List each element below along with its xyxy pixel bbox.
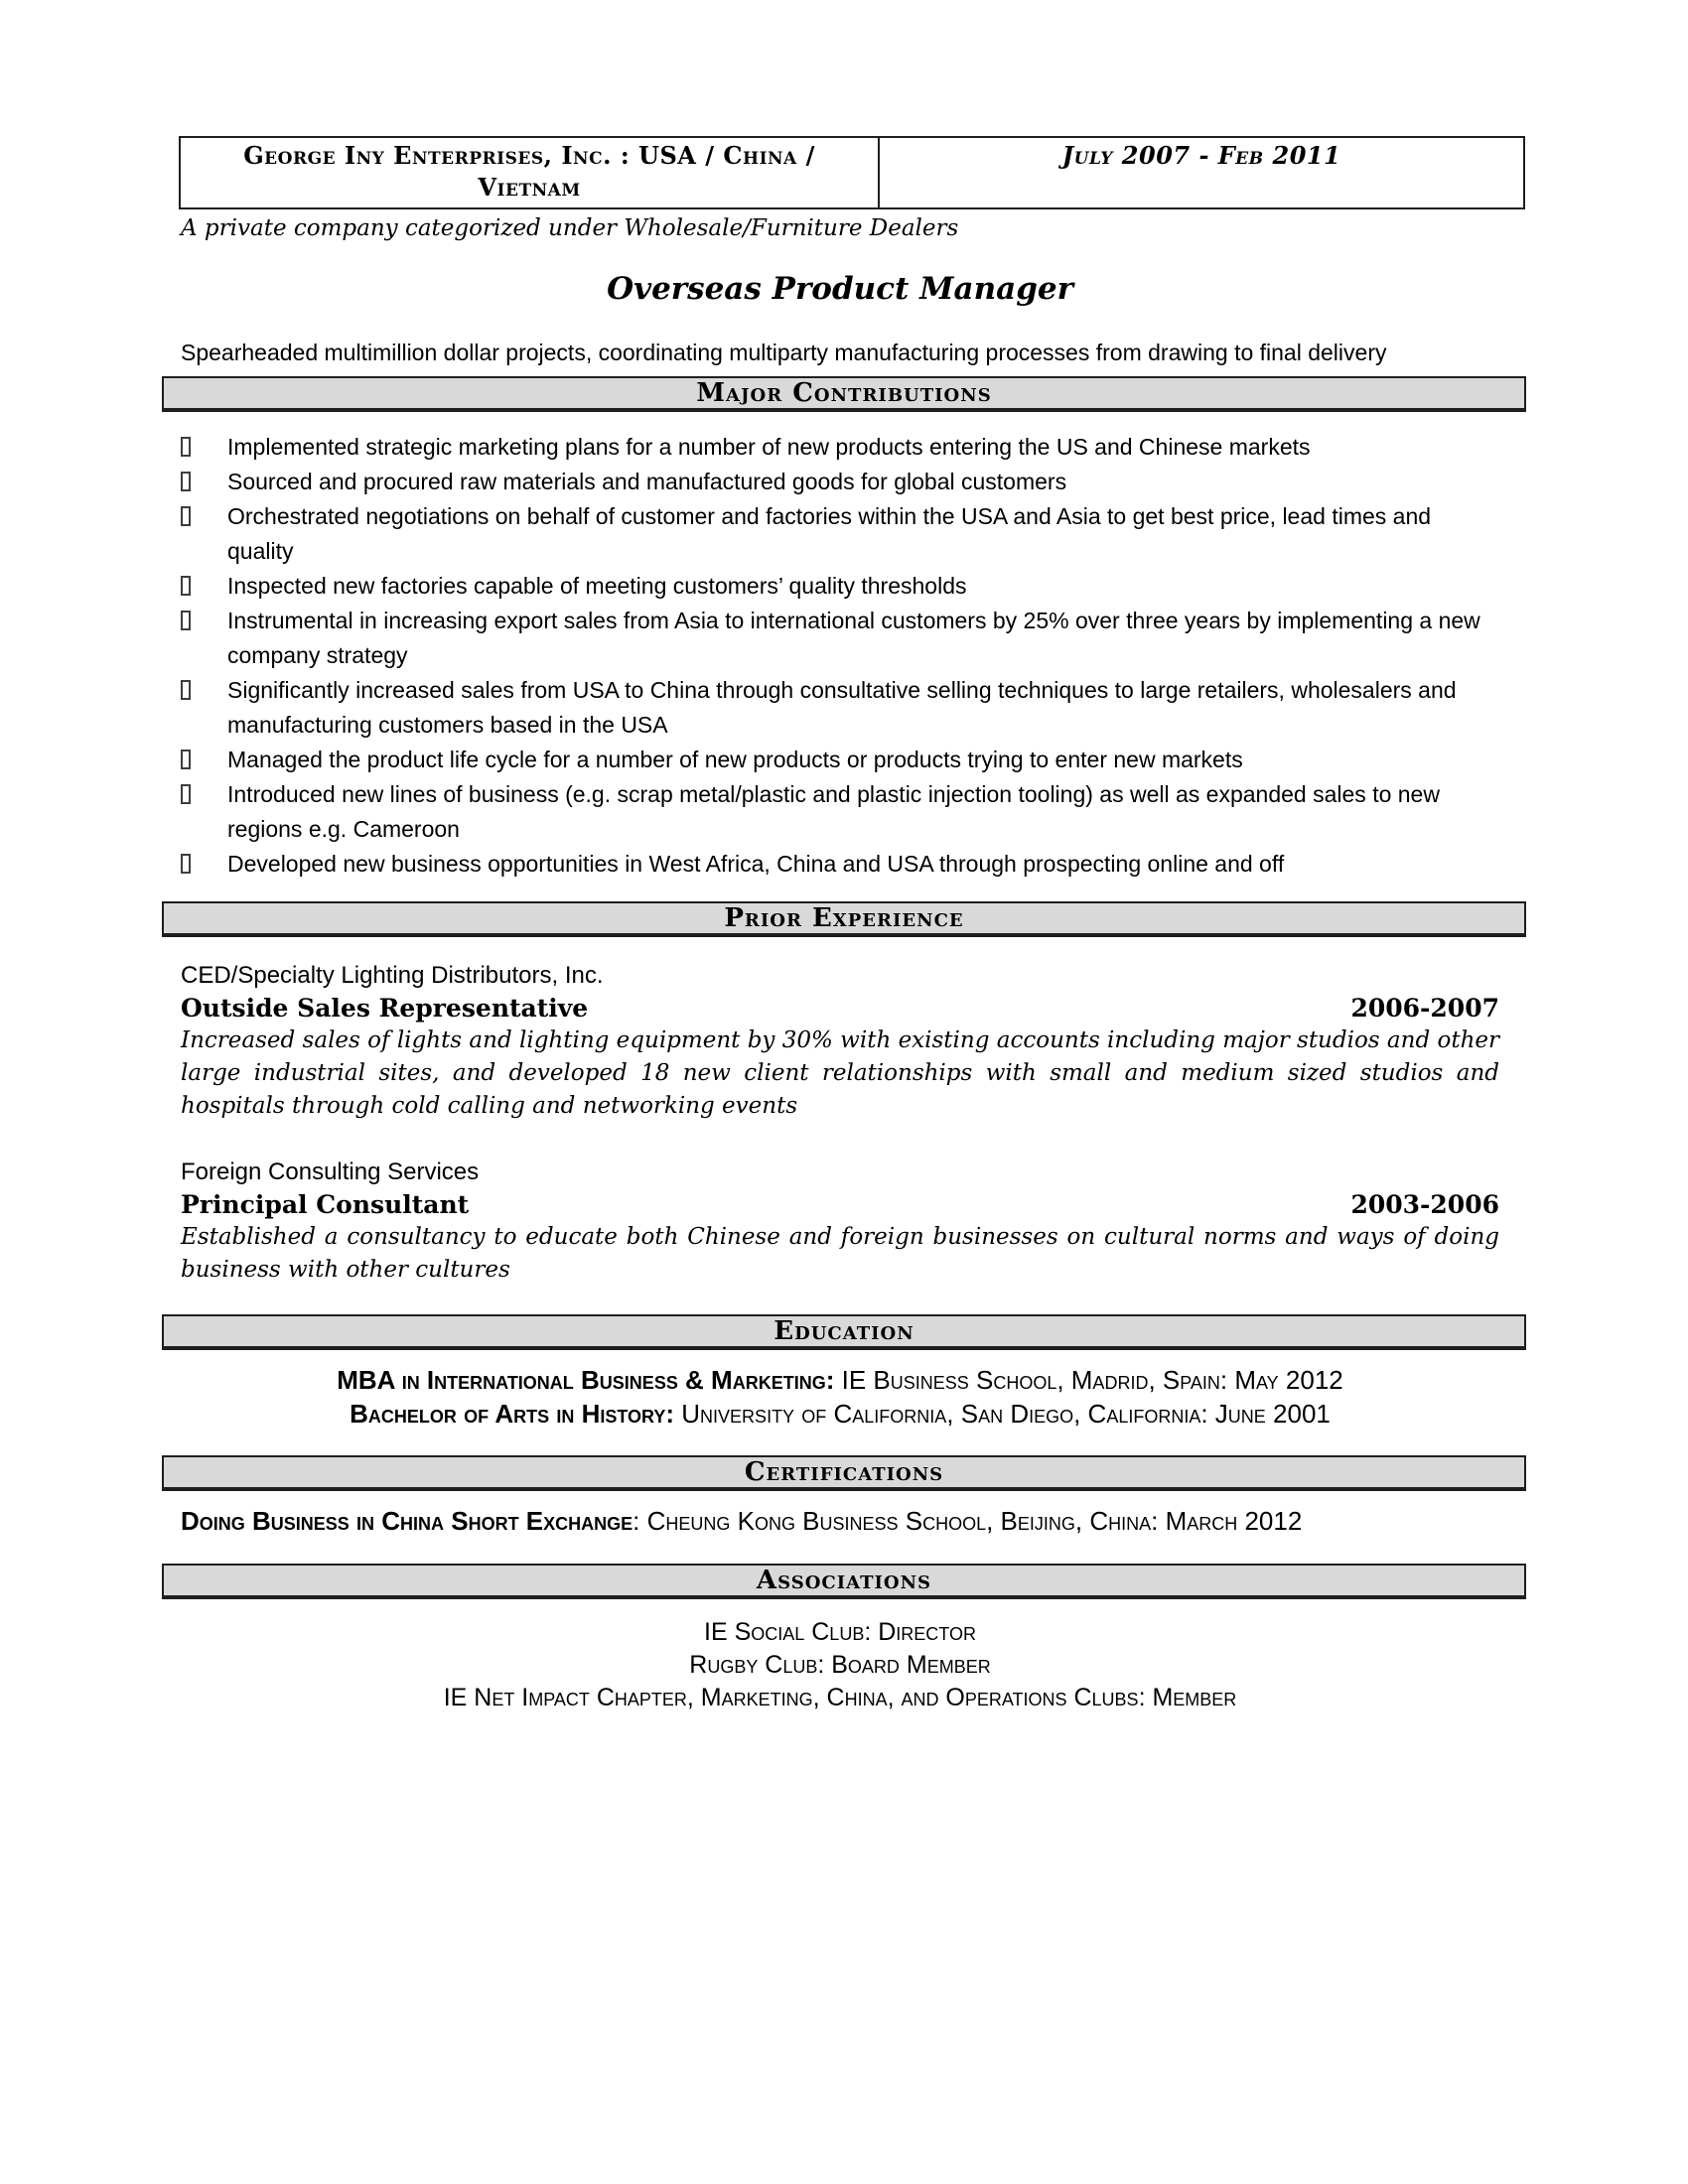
certification-name: Doing Business in China Short Exchange bbox=[181, 1506, 633, 1536]
degree-details: University of California, San Diego, California: June 2001 bbox=[674, 1399, 1331, 1429]
section-heading-label: Education bbox=[774, 1316, 914, 1346]
bullet-box-icon bbox=[181, 680, 191, 700]
degree-name: MBA in International Business & Marketing: bbox=[337, 1365, 835, 1395]
list-item-text: Implemented strategic marketing plans for a number of new products entering the US and Chinese markets bbox=[227, 434, 1311, 460]
job-role: Outside Sales Representative bbox=[181, 994, 589, 1023]
list-item bbox=[181, 673, 1526, 743]
job-title: Overseas Product Manager bbox=[607, 271, 1073, 307]
education-entry bbox=[181, 1397, 1499, 1431]
bullet-box-icon bbox=[181, 784, 191, 804]
association-entry: IE Net Impact Chapter, Marketing, China, and Operations Clubs: Member bbox=[443, 1684, 1237, 1711]
association-entry: Rugby Club: Board Member bbox=[689, 1651, 991, 1679]
list-item-text: Sourced and procured raw materials and manufactured goods for global customers bbox=[227, 469, 1067, 494]
list-item bbox=[181, 569, 1526, 604]
section-heading-major-contributions bbox=[162, 376, 1526, 412]
section-heading-prior-experience bbox=[162, 901, 1526, 937]
job-dates: 2006-2007 bbox=[1350, 994, 1499, 1023]
section-heading-label: Major Contributions bbox=[696, 378, 992, 408]
list-item bbox=[181, 499, 1526, 569]
bullet-box-icon bbox=[181, 472, 191, 491]
dates-cell bbox=[879, 137, 1524, 208]
degree-details: IE Business School, Madrid, Spain: May 2012 bbox=[834, 1365, 1343, 1395]
job-summary: Spearheaded multimillion dollar projects, coordinating multiparty manufacturing processes from drawing to final delivery bbox=[181, 340, 1387, 365]
job-entry bbox=[181, 959, 1499, 1123]
bullet-box-icon bbox=[181, 576, 191, 596]
job-entry bbox=[181, 1156, 1499, 1287]
section-heading-label: Certifications bbox=[744, 1457, 944, 1487]
bullet-box-icon bbox=[181, 611, 191, 630]
list-item-text: Developed new business opportunities in West Africa, China and USA through prospecting online and off bbox=[227, 851, 1285, 877]
bullet-box-icon bbox=[181, 854, 191, 874]
list-item-text: Orchestrated negotiations on behalf of customer and factories within the USA and Asia to get best price, lead times and quality bbox=[227, 503, 1432, 564]
company-name-line2: Vietnam bbox=[478, 173, 581, 202]
list-item-text: Introduced new lines of business (e.g. scrap metal/plastic and plastic injection tooling) as well as expanded sales to new regions e.g. Cameroon bbox=[227, 781, 1440, 842]
association-entry: IE Social Club: Director bbox=[704, 1618, 976, 1646]
job-description: Increased sales of lights and lighting equipment by 30% with existing accounts including major studios and other large industrial sites, and developed 18 new client relationships with small and medium sized studios and hospitals through cold calling and networking events bbox=[181, 1027, 1499, 1119]
list-item-text: Instrumental in increasing export sales from Asia to international customers by 25% over three years by implementing a new company strategy bbox=[227, 608, 1480, 668]
job-company: CED/Specialty Lighting Distributors, Inc. bbox=[181, 962, 604, 989]
list-item bbox=[181, 465, 1526, 499]
document-body bbox=[162, 136, 1526, 1714]
bullet-box-icon bbox=[181, 750, 191, 769]
education-entry bbox=[181, 1363, 1499, 1397]
list-item-text: Inspected new factories capable of meeting customers’ quality thresholds bbox=[227, 573, 967, 599]
list-item bbox=[181, 743, 1526, 777]
company-name-line1: George Iny Enterprises, Inc. : USA / China / bbox=[243, 141, 815, 170]
list-item bbox=[181, 777, 1526, 847]
section-heading-associations bbox=[162, 1564, 1526, 1599]
certification-entry bbox=[181, 1504, 1499, 1538]
job-dates: 2003-2006 bbox=[1350, 1190, 1499, 1219]
header-table-row bbox=[180, 137, 1524, 208]
associations-block bbox=[181, 1616, 1499, 1714]
company-cell bbox=[180, 137, 879, 208]
section-heading-label: Associations bbox=[756, 1566, 932, 1595]
certifications-block bbox=[181, 1504, 1499, 1538]
bullet-box-icon bbox=[181, 437, 191, 457]
section-heading-certifications bbox=[162, 1455, 1526, 1491]
job-description: Established a consultancy to educate both Chinese and foreign businesses on cultural norms and ways of doing business with other cultures bbox=[181, 1224, 1499, 1283]
section-heading-label: Prior Experience bbox=[724, 903, 964, 933]
job-role-row bbox=[181, 1188, 1499, 1221]
employment-dates: July 2007 - Feb 2011 bbox=[1061, 141, 1341, 170]
education-block bbox=[181, 1363, 1499, 1431]
list-item-text: Significantly increased sales from USA to China through consultative selling techniques to large retailers, wholesalers and manufacturing customers based in the USA bbox=[227, 677, 1457, 738]
degree-name: Bachelor of Arts in History: bbox=[350, 1399, 675, 1429]
certification-details: : Cheung Kong Business School, Beijing, China: March 2012 bbox=[633, 1506, 1303, 1536]
list-item bbox=[181, 430, 1526, 465]
job-role: Principal Consultant bbox=[181, 1190, 470, 1219]
list-item-text: Managed the product life cycle for a number of new products or products trying to enter new markets bbox=[227, 747, 1243, 772]
job-role-row bbox=[181, 992, 1499, 1024]
list-item bbox=[181, 847, 1526, 882]
bullet-box-icon bbox=[181, 506, 191, 526]
company-subtitle: A private company categorized under Wholesale/Furniture Dealers bbox=[181, 215, 959, 241]
header-table bbox=[179, 136, 1525, 209]
contributions-list bbox=[162, 430, 1526, 882]
job-company: Foreign Consulting Services bbox=[181, 1159, 480, 1185]
list-item bbox=[181, 604, 1526, 673]
section-heading-education bbox=[162, 1314, 1526, 1350]
